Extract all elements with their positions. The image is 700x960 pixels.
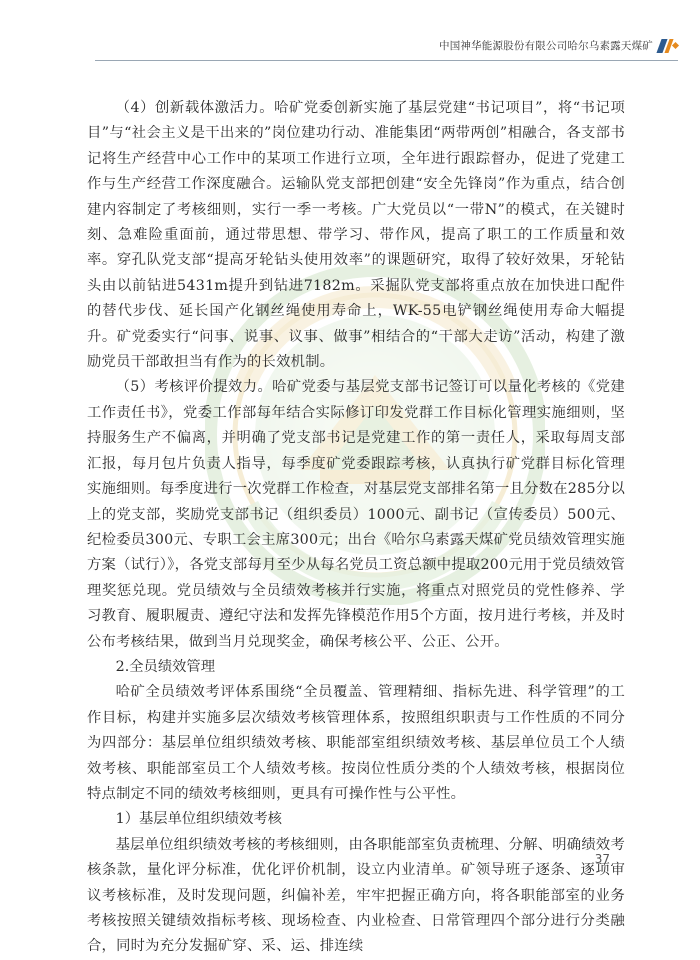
section-heading: 2.全员绩效管理 [115, 658, 216, 675]
header-logo-mark-icon [659, 39, 678, 53]
page-number: 37 [594, 852, 610, 866]
header-rule [95, 60, 678, 61]
subsection-paragraph: 基层单位组织绩效考核的考核细则，由各职能部室负责梳理、分解、明确绩效考核条款，量化评分标准，优化评价机制，设立内业清单。矿领导班子逐条、逐项审议考核标准，及时发现问题，纠偏补差，牢牢把握正确方向，将各职能部室的业务考核按照关键绩效指标考核、现场检查、内业检查、日常管理四个部分进行分类融合，同时为充分发掘矿穿、采、运、排连续 [87, 836, 625, 955]
body-paragraph-5: （5）考核评价提效力。哈矿党委与基层党支部书记签订可以量化考核的《党建工作责任书》，党委工作部每年结合实际修订印发党群工作目标化管理实施细则，坚持服务生产不偏离，并明确了党支部书记是党建工作的第一责任人，采取每周支部汇报，每月包片负责人指导，每季度矿党委跟踪考核，认真执行矿党群目标化管理实施细则。每季度进行一次党群工作检查，对基层党支部排名第一且分数在285分以上的党支部，奖励党支部书记（组织委员）1000元、副书记（宣传委员）500元、纪检委员300元、专职工会主席300元；出台《哈尔乌素露天煤矿党员绩效管理实施方案（试行）》，各党支部每月至少从每名党员工资总额中提取200元用于党员绩效管理奖惩兑现。党员绩效与全员绩效考核并行实施，将重点对照党员的党性修养、学习教育、履职履责、遵纪守法和发挥先锋模范作用5个方面，按月进行考核，并及时公布考核结果，做到当月兑现奖金，确保考核公平、公正、公开。 [87, 379, 625, 650]
body-paragraph-4: （4）创新载体激活力。哈矿党委创新实施了基层党建“书记项目”，将“书记项目”与“社会主义是干出来的”岗位建功行动、准能集团“两带两创”相融合，各支部书记将生产经营中心工作中的某项工作进行立项，全年进行跟踪督办，促进了党建工作与生产经营工作深度融合。运输队党支部把创建“安全先锋岗”作为重点，结合创建内容制定了考核细则，实行一季一考核。广大党员以“一带N”的模式，在关键时刻、急难险重面前，通过带思想、带学习、带作风，提高了职工的工作质量和效率。穿孔队党支部“提高牙轮钻头使用效率”的课题研究，取得了较好效果，牙轮钻头由以前钻进5431m提升到钻进7182m。采掘队党支部将重点放在加快进口配件的替代步伐、延长国产化钢丝绳使用寿命上，WK-55电铲钢丝绳使用寿命大幅提升。矿党委实行“问事、说事、议事、做事”相结合的“干部大走访”活动，构建了激励党员干部敢担当有作为的长效机制。 [87, 100, 625, 371]
body-content [87, 96, 625, 960]
page-header [439, 38, 678, 53]
subsection-heading: 1）基层单位组织绩效考核 [115, 811, 282, 828]
section-paragraph: 哈矿全员绩效考评体系围绕“全员覆盖、管理精细、指标先进、科学管理”的工作目标，构建并实施多层次绩效考核管理体系，按照组织职责与工作性质的不同分为四部分：基层单位组织绩效考核、职能部室组织绩效考核、基层单位员工个人绩效考核、职能部室员工个人绩效考核。按岗位性质分类的个人绩效考核，根据岗位特点制定不同的绩效考核细则，更具有可操作性与公平性。 [87, 684, 625, 802]
header-title: 中国神华能源股份有限公司哈尔乌素露天煤矿 [439, 40, 653, 52]
header-mark-dot [672, 42, 679, 49]
